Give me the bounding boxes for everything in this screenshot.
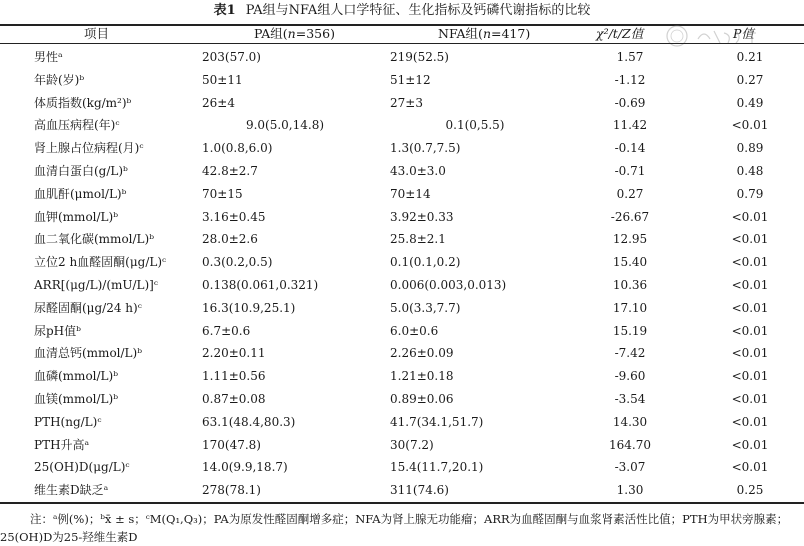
row-p-value: 0.27 xyxy=(736,72,764,87)
table-row xyxy=(0,183,804,206)
row-pa-value: 26±4 xyxy=(202,95,235,110)
row-statistic: -0.71 xyxy=(614,163,646,178)
row-pa-value: 1.11±0.56 xyxy=(202,369,266,384)
row-item-label: 血镁(mmol/L)ᵇ xyxy=(34,391,118,406)
row-nfa-value: 70±14 xyxy=(390,186,431,201)
row-pa-value: 2.20±0.11 xyxy=(202,346,266,361)
row-item-label: PTH升高ᵃ xyxy=(34,437,90,452)
row-statistic: 0.27 xyxy=(616,186,644,201)
row-pa-value: 203(57.0) xyxy=(202,50,261,64)
row-pa-value: 3.16±0.45 xyxy=(202,209,266,224)
row-item-label: 高血压病程(年)ᶜ xyxy=(34,118,120,133)
row-pa-value: 6.7±0.6 xyxy=(202,323,251,338)
row-nfa-value: 2.26±0.09 xyxy=(390,346,454,361)
row-pa-value: 63.1(48.4,80.3) xyxy=(202,414,296,429)
row-p-value: <0.01 xyxy=(731,277,769,292)
row-pa-value: 16.3(10.9,25.1) xyxy=(202,300,296,315)
row-statistic: 17.10 xyxy=(612,300,648,315)
row-item-label: 尿pH值ᵇ xyxy=(34,323,81,338)
top-rule xyxy=(0,24,804,26)
row-item-label: 血二氧化碳(mmol/L)ᵇ xyxy=(34,232,154,247)
header-statistic: χ²/t/Z值 xyxy=(596,26,644,41)
row-item-label: 维生素D缺乏ᵃ xyxy=(34,483,109,498)
header-p-value: P值 xyxy=(733,26,754,41)
row-item-label: 立位2 h血醛固酮(μg/L)ᶜ xyxy=(34,255,167,270)
table-row xyxy=(0,456,804,479)
row-pa-value: 0.3(0.2,0.5) xyxy=(202,255,273,270)
row-nfa-value: 6.0±0.6 xyxy=(390,323,439,338)
row-statistic: -0.69 xyxy=(614,95,646,110)
row-nfa-value: 30(7.2) xyxy=(390,437,434,452)
row-p-value: 0.25 xyxy=(736,483,764,498)
table-row xyxy=(0,46,804,69)
table-row xyxy=(0,160,804,183)
row-item-label: ARR[(μg/L)/(mU/L)]ᶜ xyxy=(34,277,159,292)
row-statistic: -26.67 xyxy=(610,209,650,224)
table-row xyxy=(0,320,804,343)
row-item-label: 25(OH)D(μg/L)ᶜ xyxy=(34,460,130,475)
row-statistic: 164.70 xyxy=(609,437,651,452)
row-pa-value: 28.0±2.6 xyxy=(202,232,258,247)
row-item-label: 肾上腺占位病程(月)ᶜ xyxy=(34,141,144,156)
row-nfa-value: 0.1(0,5.5) xyxy=(445,118,505,133)
row-nfa-value: 1.3(0.7,7.5) xyxy=(390,141,461,156)
table-row xyxy=(0,251,804,274)
row-p-value: 0.21 xyxy=(736,50,764,64)
row-pa-value: 1.0(0.8,6.0) xyxy=(202,141,273,156)
row-nfa-value: 43.0±3.0 xyxy=(390,163,446,178)
row-item-label: 血钾(mmol/L)ᵇ xyxy=(34,209,118,224)
row-statistic: -1.12 xyxy=(614,72,646,87)
row-nfa-value: 41.7(34.1,51.7) xyxy=(390,414,484,429)
row-p-value: <0.01 xyxy=(731,437,769,452)
header-nfa-group: NFA组(n=417) xyxy=(438,26,531,41)
row-statistic: 1.57 xyxy=(616,50,644,64)
row-statistic: 15.40 xyxy=(612,255,648,270)
row-statistic: -3.54 xyxy=(614,391,646,406)
table-footnote: 注：ᵃ例(%)；ᵇx̄ ± s；ᶜM(Q₁,Q₃)；PA为原发性醛固酮增多症；NFA为肾上腺无功能瘤；ARR为血醛固酮与血浆肾素活性比值；PTH为甲状旁腺素；25(OH)D为25-羟维生素D xyxy=(0,512,789,544)
row-statistic: 14.30 xyxy=(612,414,648,429)
row-item-label: 年龄(岁)ᵇ xyxy=(34,72,85,87)
row-p-value: 0.89 xyxy=(736,141,764,156)
row-nfa-value: 27±3 xyxy=(390,95,423,110)
row-item-label: PTH(ng/L)ᶜ xyxy=(34,414,102,429)
row-p-value: <0.01 xyxy=(731,300,769,315)
bottom-rule xyxy=(0,502,804,504)
row-item-label: 血肌酐(μmol/L)ᵇ xyxy=(34,186,127,201)
row-pa-value: 9.0(5.0,14.8) xyxy=(245,118,325,133)
row-p-value: <0.01 xyxy=(731,369,769,384)
row-nfa-value: 25.8±2.1 xyxy=(390,232,446,247)
row-p-value: <0.01 xyxy=(731,414,769,429)
row-item-label: 男性ᵃ xyxy=(34,50,63,64)
row-statistic: -3.07 xyxy=(614,460,646,475)
table-row xyxy=(0,297,804,320)
row-p-value: <0.01 xyxy=(731,118,769,133)
table-row xyxy=(0,365,804,388)
row-nfa-value: 1.21±0.18 xyxy=(390,369,454,384)
row-nfa-value: 5.0(3.3,7.7) xyxy=(390,300,461,315)
row-item-label: 血清白蛋白(g/L)ᵇ xyxy=(34,163,128,178)
row-pa-value: 170(47.8) xyxy=(202,437,261,452)
table-caption xyxy=(0,3,804,19)
row-p-value: <0.01 xyxy=(731,232,769,247)
table-body xyxy=(0,46,804,502)
row-item-label: 尿醛固酮(μg/24 h)ᶜ xyxy=(34,300,142,315)
row-p-value: <0.01 xyxy=(731,460,769,475)
row-statistic: 11.42 xyxy=(612,118,648,133)
table-row xyxy=(0,114,804,137)
row-p-value: 0.48 xyxy=(736,163,764,178)
table-row xyxy=(0,69,804,92)
row-pa-value: 0.138(0.061,0.321) xyxy=(202,277,319,292)
row-p-value: 0.49 xyxy=(736,95,764,110)
table-title: PA组与NFA组人口学特征、生化指标及钙磷代谢指标的比较 xyxy=(245,3,591,18)
row-pa-value: 70±15 xyxy=(202,186,243,201)
table-row xyxy=(0,342,804,365)
row-nfa-value: 15.4(11.7,20.1) xyxy=(390,460,484,475)
row-p-value: <0.01 xyxy=(731,209,769,224)
table-row xyxy=(0,228,804,251)
row-nfa-value: 0.89±0.06 xyxy=(390,391,454,406)
row-statistic: 12.95 xyxy=(612,232,648,247)
table-row xyxy=(0,479,804,502)
row-p-value: <0.01 xyxy=(731,255,769,270)
header-rule xyxy=(0,43,804,44)
row-item-label: 体质指数(kg/m²)ᵇ xyxy=(34,95,132,110)
table-row xyxy=(0,206,804,229)
row-item-label: 血清总钙(mmol/L)ᵇ xyxy=(34,346,142,361)
row-pa-value: 14.0(9.9,18.7) xyxy=(202,460,288,475)
row-nfa-value: 3.92±0.33 xyxy=(390,209,454,224)
row-nfa-value: 51±12 xyxy=(390,72,431,87)
row-nfa-value: 0.1(0.1,0.2) xyxy=(390,255,461,270)
table-label: 表1 xyxy=(213,3,236,18)
row-pa-value: 0.87±0.08 xyxy=(202,391,266,406)
table-row xyxy=(0,411,804,434)
row-p-value: <0.01 xyxy=(731,323,769,338)
row-nfa-value: 0.006(0.003,0.013) xyxy=(390,277,507,292)
row-p-value: <0.01 xyxy=(731,346,769,361)
row-statistic: -0.14 xyxy=(614,141,646,156)
row-pa-value: 50±11 xyxy=(202,72,243,87)
row-pa-value: 278(78.1) xyxy=(202,483,261,498)
row-statistic: -9.60 xyxy=(614,369,646,384)
row-nfa-value: 219(52.5) xyxy=(390,50,449,64)
row-nfa-value: 311(74.6) xyxy=(390,483,449,498)
row-statistic: -7.42 xyxy=(614,346,646,361)
row-p-value: <0.01 xyxy=(731,391,769,406)
header-item: 项目 xyxy=(84,26,110,41)
row-pa-value: 42.8±2.7 xyxy=(202,163,258,178)
table-row xyxy=(0,137,804,160)
table-row xyxy=(0,274,804,297)
row-statistic: 15.19 xyxy=(612,323,648,338)
header-pa-group: PA组(n=356) xyxy=(254,26,335,41)
table-row xyxy=(0,92,804,115)
row-statistic: 10.36 xyxy=(612,277,648,292)
table-row xyxy=(0,434,804,457)
row-statistic: 1.30 xyxy=(616,483,644,498)
row-item-label: 血磷(mmol/L)ᵇ xyxy=(34,369,118,384)
table-row xyxy=(0,388,804,411)
row-p-value: 0.79 xyxy=(736,186,764,201)
